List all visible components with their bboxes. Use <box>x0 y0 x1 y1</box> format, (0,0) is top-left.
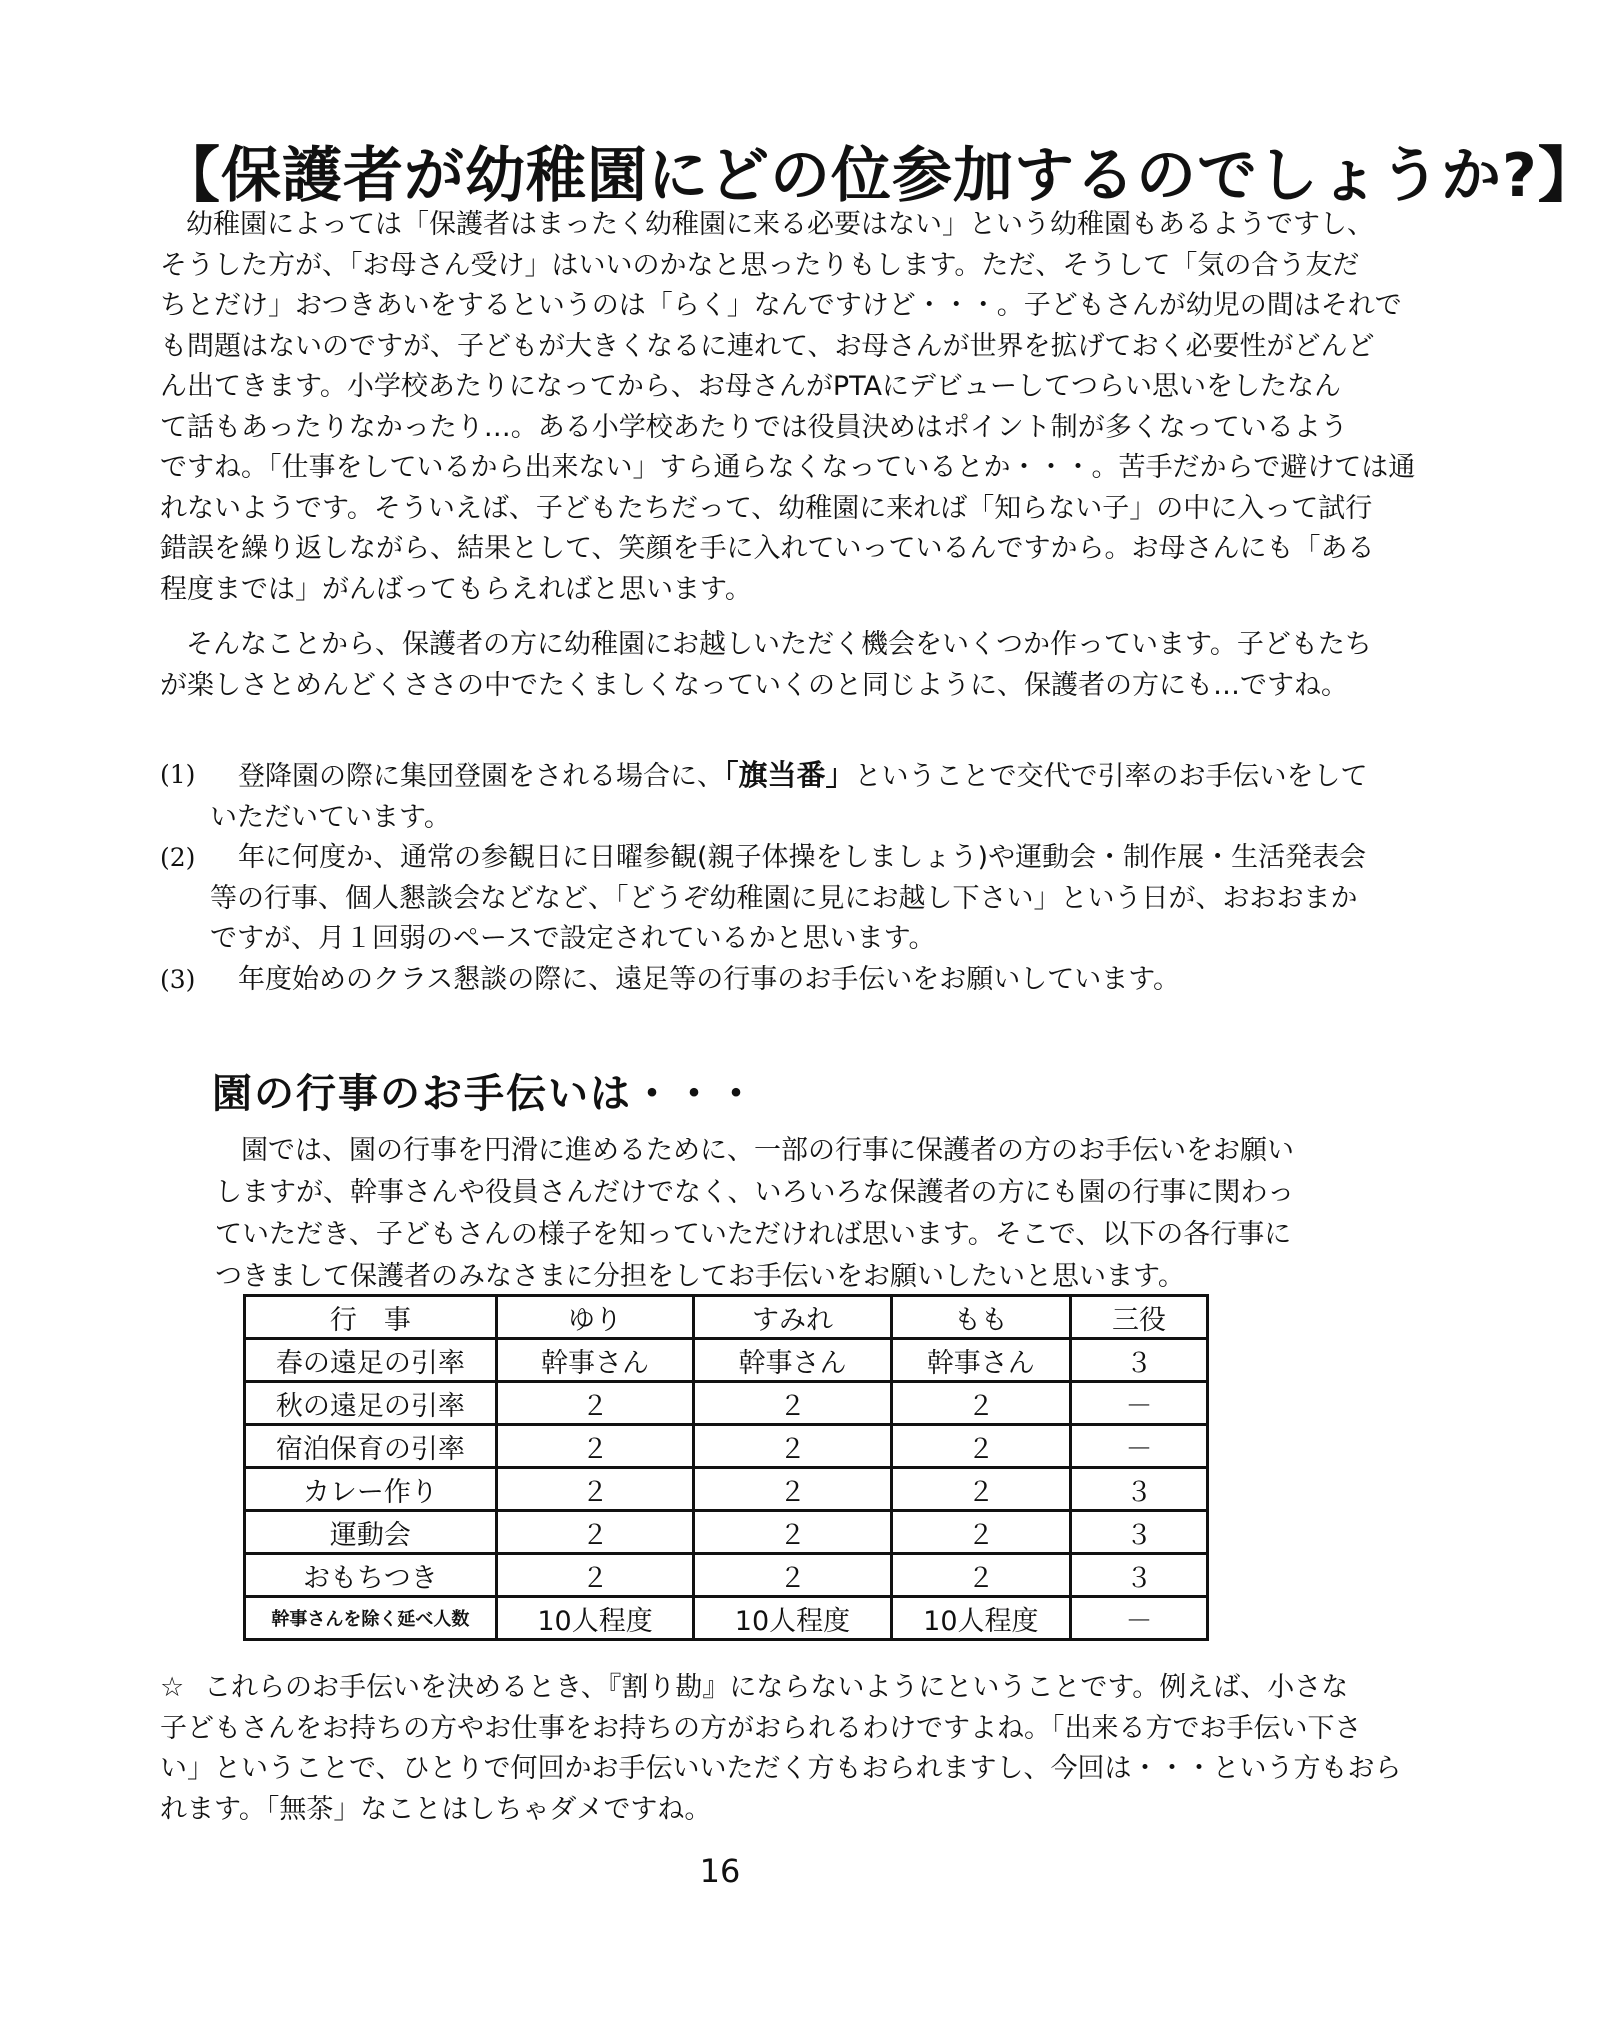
table-cell: ２ <box>496 1554 693 1597</box>
table-cell: ２ <box>496 1382 693 1425</box>
text-line: ですが、月１回弱のペースで設定されているかと思います。 <box>210 923 936 954</box>
table-cell: 宿泊保育の引率 <box>245 1425 497 1468</box>
text-line: 年に何度か、通常の参観日に日曜参観(親子体操をしましょう)や運動会・制作展・生活発表会 <box>238 842 1367 873</box>
table-cell: 秋の遠足の引率 <box>245 1382 497 1425</box>
list-number: (1) <box>160 760 196 789</box>
page-title: 【保護者が幼稚園にどの位参加するのでしょうか?】 <box>160 141 1599 211</box>
list-number: (3) <box>160 964 196 994</box>
table-row <box>245 1425 1208 1468</box>
text-segment: これらのお手伝いを決めるとき、『割り勘』にならないようにということです。例えば、小さな <box>204 1672 1349 1703</box>
text-line: も問題はないのですが、子どもが大きくなるに連れて、お母さんが世界を拡げておく必要性がどんど <box>160 330 1375 362</box>
table-row <box>245 1468 1208 1511</box>
table-cell: ３ <box>1070 1511 1207 1554</box>
table-cell: おもちつき <box>245 1554 497 1597</box>
list-item <box>160 838 1367 960</box>
table-cell: － <box>1070 1382 1207 1425</box>
header-momo: もも <box>891 1296 1070 1339</box>
text-line: 年度始めのクラス懇談の際に、遠足等の行事のお手伝いをお願いしています。 <box>238 963 1181 995</box>
table-cell: ３ <box>1070 1339 1207 1382</box>
table-cell: ２ <box>891 1468 1070 1511</box>
text-line: 等の行事、個人懇談会などなど、「どうぞ幼稚園に見にお越し下さい」という日が、おおおまか <box>210 882 1358 914</box>
header-sumire: すみれ <box>694 1296 891 1339</box>
text-line: ちとだけ」おつきあいをするというのは「らく」なんですけど・・・。子どもさんが幼児の間はそれで <box>160 290 1402 321</box>
text-segment: ということで交代で引率のお手伝いをして <box>854 761 1368 792</box>
text-line: い」ということで、ひとりで何回かお手伝いいただく方もおられますし、今回は・・・という方もおら <box>160 1753 1402 1784</box>
list-item <box>160 755 1368 838</box>
table-cell: ２ <box>496 1425 693 1468</box>
table-row <box>245 1339 1208 1382</box>
table-cell: ２ <box>694 1468 891 1511</box>
text-line: そんなことから、保護者の方に幼稚園にお越しいただく機会をいくつか作っています。子どもたち <box>186 629 1372 660</box>
table-cell: ２ <box>891 1554 1070 1597</box>
table-cell: ２ <box>694 1511 891 1554</box>
text-line: 子どもさんをお持ちの方やお仕事をお持ちの方がおられるわけですよね。「出来る方でお手伝い下さ <box>160 1712 1362 1744</box>
table-cell: 10人程度 <box>496 1597 693 1640</box>
header-officers: 三役 <box>1070 1296 1207 1339</box>
text-line: 錯誤を繰り返しながら、結果として、笑顔を手に入れていっているんですから。お母さんにも「ある <box>160 533 1375 564</box>
table-cell: 幹事さん <box>891 1339 1070 1382</box>
table-cell: 幹事さん <box>694 1339 891 1382</box>
text-line <box>160 1668 1349 1709</box>
table-cell: ２ <box>694 1554 891 1597</box>
header-event: 行 事 <box>245 1296 497 1339</box>
text-line: ですね。「仕事をしているから出来ない」すら通らなくなっているとか・・・。苦手だからで避けては通 <box>160 452 1416 483</box>
text-line: 園では、園の行事を円滑に進めるために、一部の行事に保護者の方のお手伝いをお願い <box>241 1135 1294 1166</box>
text-line: ん出てきます。小学校あたりになってから、お母さんがPTAにデビューしてつらい思いをしたなん <box>160 371 1341 402</box>
table-cell: ２ <box>694 1382 891 1425</box>
participation-list <box>160 755 1368 1000</box>
header-yuri: ゆり <box>496 1296 693 1339</box>
text-line: つきまして保護者のみなさまに分担をしてお手伝いをお願いしたいと思います。 <box>215 1261 1185 1292</box>
table-cell: ２ <box>694 1425 891 1468</box>
table-row <box>245 1382 1208 1425</box>
text-line: が楽しさとめんどくささの中でたくましくなっていくのと同じように、保護者の方にも…ですね。 <box>160 669 1348 701</box>
table-row <box>245 1554 1208 1597</box>
table-cell: カレー作り <box>245 1468 497 1511</box>
list-item <box>160 960 1300 1001</box>
text-line: れないようです。そういえば、子どもたちだって、幼稚園に来れば「知らない子」の中に入って試行 <box>160 492 1373 524</box>
note-paragraph <box>160 1668 1402 1830</box>
table-cell: 運動会 <box>245 1511 497 1554</box>
text-line: 幼稚園によっては「保護者はまったく幼稚園に来る必要はない」という幼稚園もあるようですし、 <box>186 209 1374 240</box>
table-row <box>245 1597 1208 1640</box>
table-header-row <box>245 1296 1208 1339</box>
text-line: しますが、幹事さんや役員さんだけでなく、いろいろな保護者の方にも園の行事に関わっ <box>215 1177 1295 1208</box>
intro-paragraph <box>160 205 1416 610</box>
table-cell: 10人程度 <box>694 1597 891 1640</box>
table-cell: ２ <box>496 1468 693 1511</box>
list-number: (2) <box>160 843 196 872</box>
section-paragraph <box>215 1130 1300 1298</box>
text-line: いただいています。 <box>210 801 451 833</box>
text-line: て話もあったりなかったり…。ある小学校あたりでは役員決めはポイント制が多くなっているよう <box>160 411 1348 443</box>
table-cell: ２ <box>891 1511 1070 1554</box>
emphasis-text: 「旗当番」 <box>724 758 855 792</box>
table-cell: 春の遠足の引率 <box>245 1339 497 1382</box>
table-cell: ２ <box>496 1511 693 1554</box>
section-title: 園の行事のお手伝いは・・・ <box>212 1071 758 1117</box>
second-paragraph <box>160 625 1372 706</box>
duty-table <box>243 1294 1209 1641</box>
table-row <box>245 1511 1208 1554</box>
table-cell: 10人程度 <box>891 1597 1070 1640</box>
text-line: 程度までは」がんばってもらえればと思います。 <box>160 573 752 605</box>
text-line: そうした方が、「お母さん受け」はいいのかなと思ったりもします。ただ、そうして「気の合う友だ <box>160 249 1360 281</box>
star-icon: ☆ <box>160 1672 185 1703</box>
table-cell: ３ <box>1070 1554 1207 1597</box>
text-line: ていただき、子どもさんの様子を知っていただければ思います。そこで、以下の各行事に <box>215 1219 1292 1250</box>
table-cell: － <box>1070 1597 1207 1640</box>
table-cell: 幹事さん <box>496 1339 693 1382</box>
table-cell: ２ <box>891 1382 1070 1425</box>
table-cell: ２ <box>891 1425 1070 1468</box>
table-cell: 幹事さんを除く延べ人数 <box>245 1597 497 1640</box>
table-cell: ３ <box>1070 1468 1207 1511</box>
table-cell: － <box>1070 1425 1207 1468</box>
text-line <box>210 755 1368 798</box>
page-number: 16 <box>699 1852 741 1890</box>
text-segment: 登降園の際に集団登園をされる場合に、 <box>238 761 724 792</box>
text-line: れます。「無茶」なことはしちゃダメですね。 <box>160 1793 712 1825</box>
